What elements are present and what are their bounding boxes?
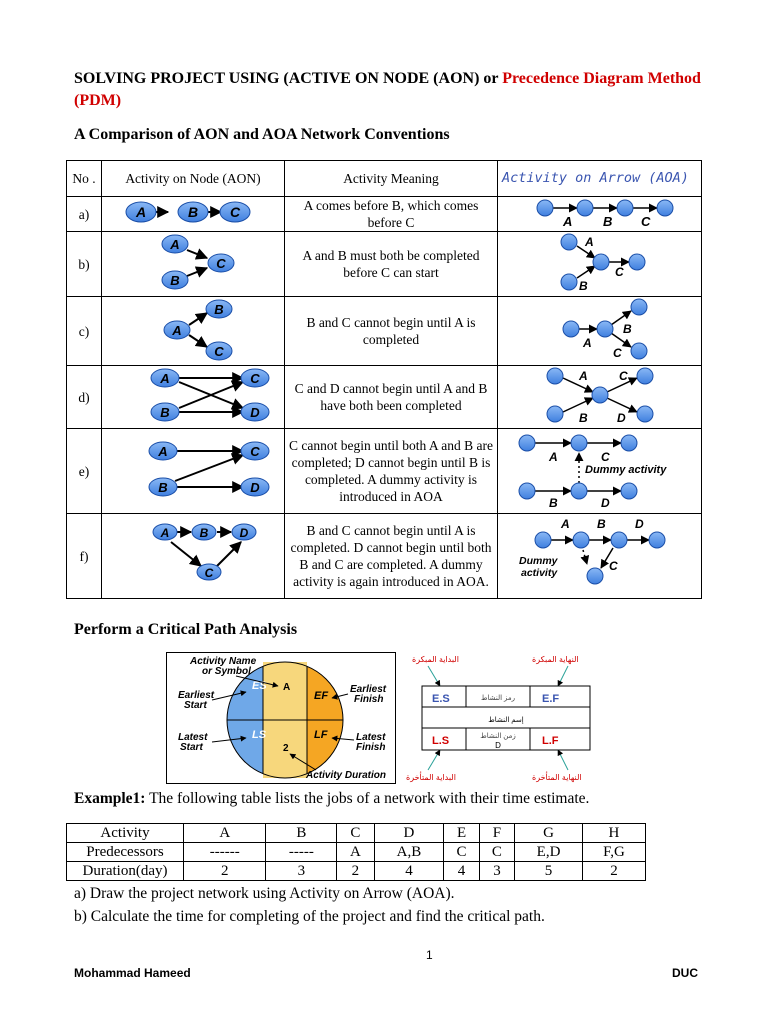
- ef-cell: EF: [314, 690, 329, 702]
- node-a: A: [172, 323, 182, 338]
- predecessor-cell: -----: [266, 843, 337, 862]
- legend-ls-2: Start: [180, 742, 203, 753]
- predecessor-cell: ------: [184, 843, 266, 862]
- table-row: [67, 232, 702, 297]
- legend-lf: Latest: [356, 732, 386, 743]
- arabic-node-diagram: [402, 652, 610, 784]
- meaning-cell: C cannot begin until both A and B are completed; D cannot begin until B is completed. A dummy activity is introduced in AOA: [285, 429, 498, 514]
- aoa-diagram: [498, 197, 702, 232]
- row-number: f): [67, 514, 102, 599]
- comparison-title: A Comparison of AON and AOA Network Conventions: [74, 126, 450, 143]
- header-aon: Activity on Node (AON): [102, 161, 285, 197]
- duration-cell: 2: [582, 862, 645, 881]
- aon-diagram: [102, 232, 285, 297]
- aon-diagram-b: [103, 232, 283, 292]
- activity-cell: G: [515, 824, 583, 843]
- duration-cell: 4: [374, 862, 444, 881]
- table-row: [67, 429, 702, 514]
- legend-es: Earliest: [178, 690, 215, 701]
- aoa-diagram-c: [505, 297, 695, 361]
- dummy-label-2: activity: [520, 567, 557, 579]
- arabic-es-label: البداية المبكرة: [412, 655, 459, 664]
- meaning-cell: A comes before B, which comes before C: [285, 197, 498, 232]
- ls-box: L.S: [432, 735, 450, 747]
- aoa-diagram-d: [505, 366, 695, 424]
- question-a: a) Draw the project network using Activity on Arrow (AOA).: [74, 885, 455, 902]
- arrow-c: C: [608, 559, 618, 573]
- predecessor-cell: A: [337, 843, 374, 862]
- legend-ls: Latest: [178, 732, 208, 743]
- aon-diagram: [102, 366, 285, 429]
- aoa-diagram-b: [505, 232, 695, 292]
- node-b: B: [187, 204, 199, 220]
- aon-diagram-d: [103, 366, 283, 424]
- aoa-diagram: [498, 297, 702, 366]
- node-legend-diagram: [166, 652, 396, 784]
- node-c: C: [250, 444, 260, 459]
- aoa-diagram-e: [505, 429, 695, 509]
- node-d: D: [250, 480, 260, 495]
- header-meaning: Activity Meaning: [285, 161, 498, 197]
- predecessor-cell: F,G: [582, 843, 645, 862]
- row-number: c): [67, 297, 102, 366]
- arrow-d: D: [634, 517, 644, 531]
- footer-author: Mohammad Hameed: [74, 966, 191, 980]
- row-label: Activity: [67, 824, 184, 843]
- aoa-diagram-a: [505, 197, 695, 227]
- node-c: C: [216, 256, 226, 271]
- meaning-cell: B and C cannot begin until A is completed: [285, 297, 498, 366]
- activity-cell: C: [337, 824, 374, 843]
- arabic-ls-label: البداية المتأخرة: [406, 773, 456, 782]
- duration-cell: 2: [283, 743, 289, 754]
- table-row: [67, 197, 702, 232]
- comparison-table: [66, 160, 702, 599]
- activity-cell: D: [374, 824, 444, 843]
- row-number: e): [67, 429, 102, 514]
- arrow-d: D: [600, 496, 610, 509]
- table-row: [67, 862, 646, 881]
- table-row: [67, 843, 646, 862]
- arrow-c: C: [614, 265, 624, 279]
- ls-cell: LS: [252, 729, 267, 741]
- node-a: A: [160, 526, 170, 540]
- arrow-b: B: [578, 279, 588, 292]
- arrow-c: C: [600, 450, 610, 464]
- row-label: Duration(day): [67, 862, 184, 881]
- activity-cell: A: [184, 824, 266, 843]
- node-b: B: [199, 526, 209, 540]
- table-header-row: [67, 161, 702, 197]
- node-c: C: [204, 566, 214, 580]
- name-box: إسم النشاط: [488, 717, 524, 724]
- legend-lf-2: Finish: [356, 742, 386, 753]
- aoa-diagram: [498, 514, 702, 599]
- duration-cell: 3: [479, 862, 514, 881]
- es-box: E.S: [432, 693, 450, 705]
- row-number: b): [67, 232, 102, 297]
- arrow-b: B: [596, 517, 606, 531]
- row-number: d): [67, 366, 102, 429]
- aon-diagram-a: [103, 197, 283, 227]
- arabic-lf-label: النهاية المتأخرة: [532, 773, 582, 782]
- header-aoa: Activity on Arrow (AOA): [498, 161, 702, 197]
- footer-org: DUC: [672, 966, 698, 980]
- duration-cell: 2: [337, 862, 374, 881]
- row-number: a): [67, 197, 102, 232]
- node-d: D: [250, 405, 260, 420]
- duration-cell: 5: [515, 862, 583, 881]
- arabic-ef-label: النهاية المبكرة: [532, 655, 579, 664]
- node-c: C: [214, 344, 224, 359]
- arrow-c: C: [640, 214, 650, 227]
- document-heading: [74, 68, 714, 112]
- table-row: [67, 824, 646, 843]
- symbol-box: رمز النشاط: [481, 695, 515, 702]
- arrow-b: B: [578, 411, 588, 424]
- time-box: زمن النشاط: [480, 733, 516, 740]
- arrow-a: A: [578, 369, 588, 383]
- example-line: [74, 790, 589, 808]
- aon-diagram-f: [103, 514, 283, 594]
- meaning-cell: A and B must both be completed before C can start: [285, 232, 498, 297]
- cpa-title: Perform a Critical Path Analysis: [74, 621, 298, 638]
- aon-diagram: [102, 197, 285, 232]
- example-text: The following table lists the jobs of a network with their time estimate.: [145, 790, 590, 807]
- legend-ef-2: Finish: [354, 694, 384, 705]
- arrow-a: A: [560, 517, 570, 531]
- predecessor-cell: E,D: [515, 843, 583, 862]
- activity-cell: F: [479, 824, 514, 843]
- page-number: 1: [426, 948, 433, 962]
- ef-box: E.F: [542, 693, 560, 705]
- aon-diagram-e: [103, 429, 283, 509]
- aoa-diagram-f: [505, 514, 695, 594]
- aon-diagram: [102, 514, 285, 599]
- table-row: [67, 514, 702, 599]
- arrow-a: A: [548, 450, 558, 464]
- legend-ef: Earliest: [350, 684, 387, 695]
- activity-table: [66, 823, 646, 881]
- meaning-cell: C and D cannot begin until A and B have both been completed: [285, 366, 498, 429]
- header-no: No .: [67, 161, 102, 197]
- legend-name-2: or Symbol: [202, 666, 251, 677]
- duration-cell: 2: [184, 862, 266, 881]
- node-c: C: [250, 371, 260, 386]
- es-cell: ES: [252, 680, 267, 692]
- node-b: B: [160, 405, 170, 420]
- activity-cell: E: [444, 824, 479, 843]
- node-a: A: [160, 371, 170, 386]
- node-d: D: [239, 526, 249, 540]
- predecessor-cell: C: [444, 843, 479, 862]
- duration-cell: 3: [266, 862, 337, 881]
- arrow-b: B: [622, 322, 632, 336]
- node-a: A: [135, 204, 147, 220]
- aon-diagram: [102, 429, 285, 514]
- heading-part1: SOLVING PROJECT USING (ACTIVE ON NODE (AON) or: [74, 70, 503, 87]
- node-b: B: [158, 480, 168, 495]
- node-a: A: [158, 444, 168, 459]
- aon-diagram: [102, 297, 285, 366]
- arrow-a: A: [562, 214, 572, 227]
- lf-cell: LF: [314, 729, 328, 741]
- meaning-cell: B and C cannot begin until A is completed. D cannot begin until both B and C are completed. A dummy activity is again introduced in AOA.: [285, 514, 498, 599]
- arrow-c: C: [618, 369, 628, 383]
- aoa-diagram: [498, 366, 702, 429]
- legend-duration: Activity Duration: [306, 770, 387, 781]
- predecessor-cell: A,B: [374, 843, 444, 862]
- table-row: [67, 366, 702, 429]
- activity-cell: A: [283, 682, 291, 693]
- lf-box: L.F: [542, 735, 559, 747]
- activity-cell: H: [582, 824, 645, 843]
- row-label: Predecessors: [67, 843, 184, 862]
- activity-cell: B: [266, 824, 337, 843]
- node-b: B: [170, 273, 180, 288]
- node-c: C: [229, 204, 241, 220]
- arrow-b: B: [548, 496, 558, 509]
- duration-cell: 4: [444, 862, 479, 881]
- node-a: A: [170, 237, 180, 252]
- example-label: Example1:: [74, 790, 146, 807]
- arrow-c: C: [612, 346, 622, 360]
- arrow-a: A: [584, 235, 594, 249]
- legend-name: Activity Name: [190, 656, 257, 667]
- dummy-label-1: Dummy: [518, 555, 558, 567]
- aon-diagram-c: [103, 297, 283, 361]
- aoa-diagram: [498, 232, 702, 297]
- predecessor-cell: C: [479, 843, 514, 862]
- arrow-d: D: [616, 411, 626, 424]
- question-b: b) Calculate the time for completing of the project and find the critical path.: [74, 908, 545, 925]
- arrow-b: B: [602, 214, 612, 227]
- aoa-diagram: [498, 429, 702, 514]
- node-b: B: [214, 302, 224, 317]
- arrow-a: A: [582, 336, 592, 350]
- d-box: D: [495, 741, 501, 750]
- heading-part2: Precedence Diagram Method (PDM): [74, 70, 701, 109]
- legend-es-2: Start: [184, 700, 207, 711]
- table-row: [67, 297, 702, 366]
- dummy-activity-label: Dummy activity: [584, 464, 666, 476]
